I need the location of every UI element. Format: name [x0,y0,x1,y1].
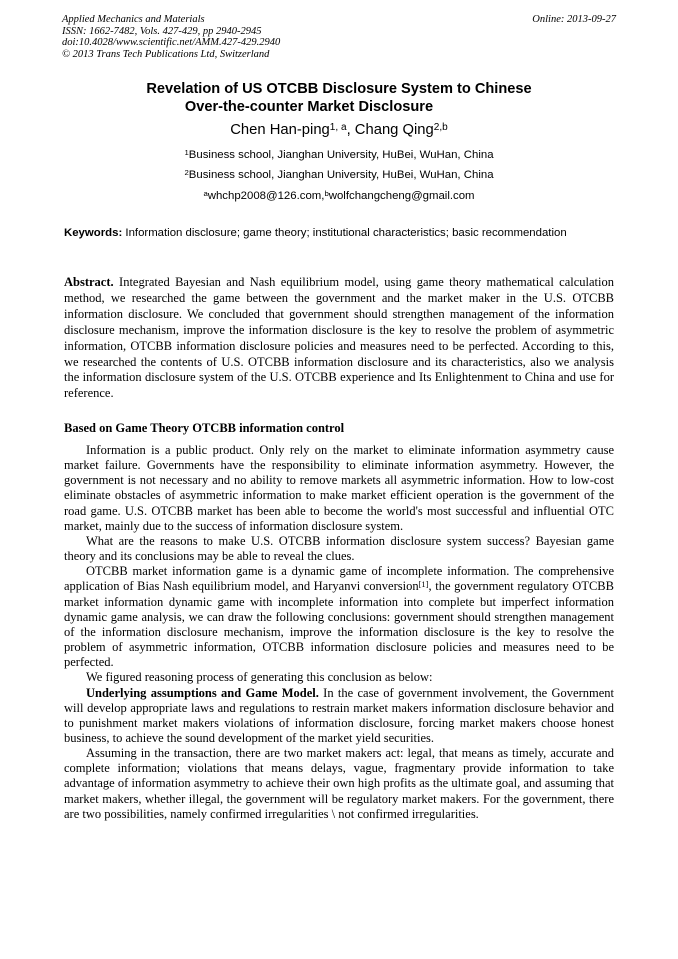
email-a: whchp2008@126.com, [207,190,325,202]
email-a-mark: a [203,189,208,199]
paragraph-5-text: In the case of government involvement, the Government will develop appropriate laws and regulations to restrain market makers information disclosure behavior and to punishment market makers violations of information disclosure, forcing market makers choose honest business, to achieve the sound development of the market yield securities. [64,685,614,745]
abstract-label: Abstract. [64,275,114,289]
affiliation-1-mark: 1 [184,148,189,158]
email-line [0,189,678,203]
paragraph-1: Information is a public product. Only rely on the market to eliminate information asymmetry cause market failure. Governments have the responsibility to eliminate information asymmetry. However, the government is not necessary and no ability to remove markets all asymmetric information. How to low-cost eliminate obstacles of asymmetric information to make market efficient operation is the government of the road game. U.S. OTCBB market has been able to become the world's most successful and influential OTC market, mainly due to the success of information disclosure system. [64,443,614,533]
author-2-affiliation-mark: 2,b [433,122,448,134]
paragraph-2: What are the reasons to make U.S. OTCBB information disclosure system success? Bayesian game theory and its conclusions may be able to reveal the clues. [64,533,614,564]
issn-line: ISSN: 1662-7482, Vols. 427-429, pp 2940-2945 [62,25,262,37]
author-separator: , [346,122,355,138]
journal-header [62,14,616,60]
copyright-line: © 2013 Trans Tech Publications Ltd, Switzerland [62,48,270,60]
abstract-text: Integrated Bayesian and Nash equilibrium model, using game theory mathematical calculation method, we researched the game between the government and the market maker in the U.S. OTCBB information disclosure. We concluded that government should strengthen management of the information disclosure mechanism, improve the information disclosure is the key to resolve the problem of asymmetric information, OTCBB information disclosure policies and measures need to be perfected. According to this, we researched the contents of U.S. OTCBB information disclosure and its characteristics, also we analysis the information disclosure system of the U.S. OTCBB experience and Its Enlightenment to China and use for reference. [64,275,615,401]
author-line [0,121,678,139]
section-heading: Based on Game Theory OTCBB information control [64,421,345,435]
author-2-name: Chang Qing [354,122,434,138]
affiliation-2 [0,168,678,182]
paragraph-3-part-1: OTCBB market information game is a dynamic game of incomplete information. The comprehensive application of Bias Nash equilibrium model, and Haryanvi conversion [64,564,614,594]
paragraph-5-label: Underlying assumptions and Game Model. [86,685,319,700]
affiliation-1 [0,148,678,162]
online-date: Online: 2013-09-27 [532,14,616,25]
paragraph-3-part-2: , the government regulatory OTCBB market information dynamic game with incomplete information into complete but imperfect information dynamic game analysis, we can draw the following conclusions: government should strengthen management of the information disclosure mechanism, improve the information disclosure is the key to resolve the problem of asymmetric information, OTCBB information disclosure policies and measures need to be perfected. [64,579,614,670]
paragraph-5 [64,686,614,747]
affiliation-2-mark: 2 [184,168,189,178]
paragraph-6: Assuming in the transaction, there are two market makers act: legal, that means as timely, accurate and complete information; violations that means delays, vague, fragmentary provide information to take advantage of information asymmetry to achieve their own high profits as the ultimate goal, and assuming that market makers, whether illegal, the government will be regulatory market makers. For the government, there are two possibilities, namely confirmed irregularities \ not confirmed irregularities. [64,746,614,821]
paragraph-3 [64,564,614,670]
affiliation-1-text: Business school, Jianghan University, HuBei, WuHan, China [188,149,494,161]
email-b-mark: b [324,189,329,199]
author-1-affiliation-mark: 1, a [329,122,347,134]
journal-name: Applied Mechanics and Materials [62,14,205,25]
section-body [64,443,614,822]
paper-title [0,80,678,116]
citation-ref: [1] [418,579,429,590]
keywords-text: Information disclosure; game theory; institutional characteristics; basic recommendation [125,227,567,239]
doi-line: doi:10.4028/www.scientific.net/AMM.427-429.2940 [62,37,281,48]
keywords-label: Keywords: [64,227,123,239]
affiliation-2-text: Business school, Jianghan University, HuBei, WuHan, China [188,169,494,181]
abstract [64,275,614,402]
email-b: wolfchangcheng@gmail.com [328,190,475,202]
paragraph-4: We figured reasoning process of generating this conclusion as below: [86,670,433,685]
author-1-name: Chen Han-ping [230,122,330,138]
keywords [64,226,614,240]
title-line-1: Revelation of US OTCBB Disclosure System to Chinese [146,81,532,97]
title-line-2: Over-the-counter Market Disclosure [184,99,434,115]
